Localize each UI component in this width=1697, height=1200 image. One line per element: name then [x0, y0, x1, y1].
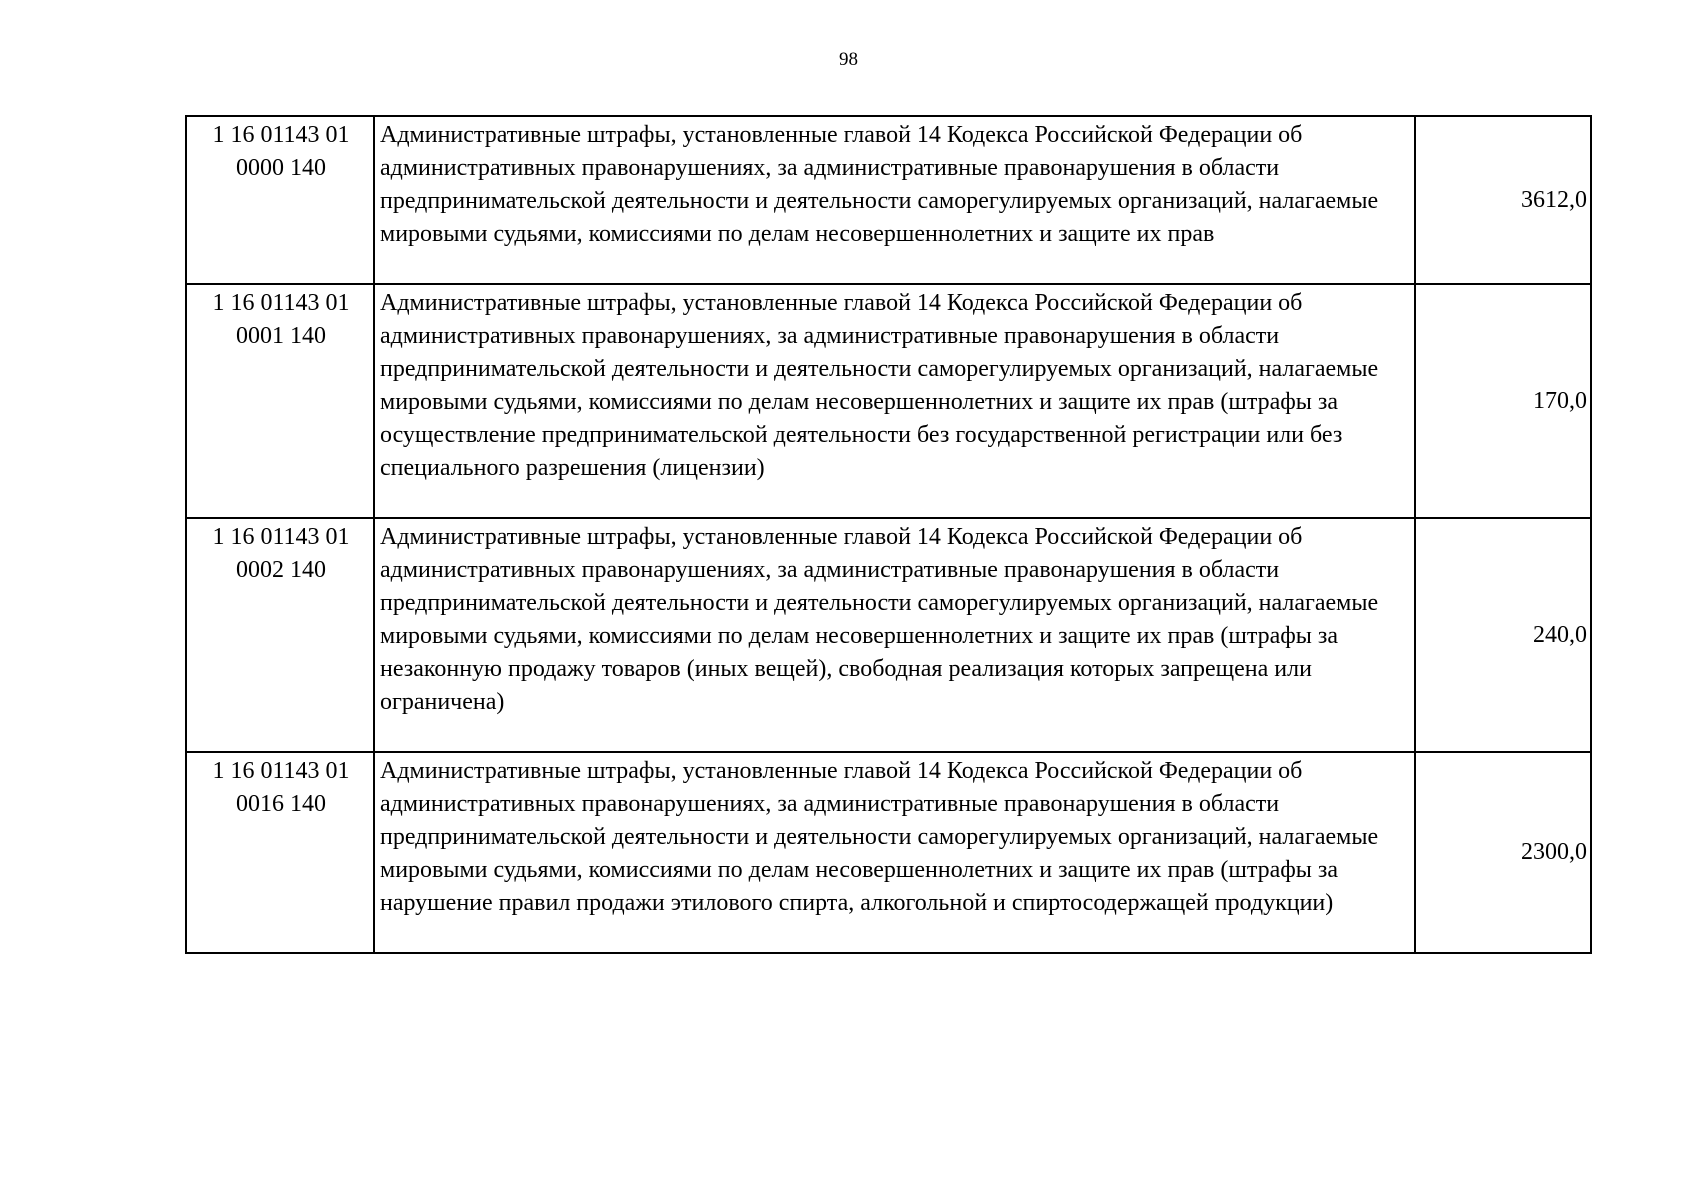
budget-code-line-1: 1 16 01143 01 [212, 122, 350, 148]
budget-code-line-2: 0000 140 [236, 155, 326, 181]
budget-code-line-2: 0016 140 [236, 791, 326, 817]
budget-code-cell [186, 116, 374, 284]
amount-cell: 240,0 [1415, 518, 1591, 752]
table-row [186, 284, 1591, 518]
description-cell: Административные штрафы, установленные главой 14 Кодекса Российской Федерации об административных правонарушениях, за административные правонарушения в области предпринимательской деятельности и деятельности саморегулируемых организаций, налагаемые мировыми судьями, комиссиями по делам несовершеннолетних и защите их прав [374, 116, 1415, 284]
description-cell: Административные штрафы, установленные главой 14 Кодекса Российской Федерации об административных правонарушениях, за административные правонарушения в области предпринимательской деятельности и деятельности саморегулируемых организаций, налагаемые мировыми судьями, комиссиями по делам несовершеннолетних и защите их прав (штрафы за осуществление предпринимательской деятельности без государственной регистрации или без специального разрешения (лицензии) [374, 284, 1415, 518]
description-cell: Административные штрафы, установленные главой 14 Кодекса Российской Федерации об административных правонарушениях, за административные правонарушения в области предпринимательской деятельности и деятельности саморегулируемых организаций, налагаемые мировыми судьями, комиссиями по делам несовершеннолетних и защите их прав (штрафы за незаконную продажу товаров (иных вещей), свободная реализация которых запрещена или ограничена) [374, 518, 1415, 752]
budget-code-line-2: 0002 140 [236, 557, 326, 583]
table-row [186, 752, 1591, 953]
amount-cell: 3612,0 [1415, 116, 1591, 284]
description-cell: Административные штрафы, установленные главой 14 Кодекса Российской Федерации об административных правонарушениях, за административные правонарушения в области предпринимательской деятельности и деятельности саморегулируемых организаций, налагаемые мировыми судьями, комиссиями по делам несовершеннолетних и защите их прав (штрафы за нарушение правил продажи этилового спирта, алкогольной и спиртосодержащей продукции) [374, 752, 1415, 953]
budget-code-line-2: 0001 140 [236, 323, 326, 349]
budget-code-cell [186, 752, 374, 953]
amount-cell: 170,0 [1415, 284, 1591, 518]
budget-code-line-1: 1 16 01143 01 [212, 524, 350, 550]
budget-code-cell [186, 518, 374, 752]
budget-code-line-1: 1 16 01143 01 [212, 758, 350, 784]
page-number: 98 [839, 49, 858, 70]
table-row [186, 518, 1591, 752]
table-row [186, 116, 1591, 284]
budget-code-cell [186, 284, 374, 518]
budget-code-line-1: 1 16 01143 01 [212, 290, 350, 316]
amount-cell: 2300,0 [1415, 752, 1591, 953]
budget-revenue-table [185, 115, 1592, 954]
